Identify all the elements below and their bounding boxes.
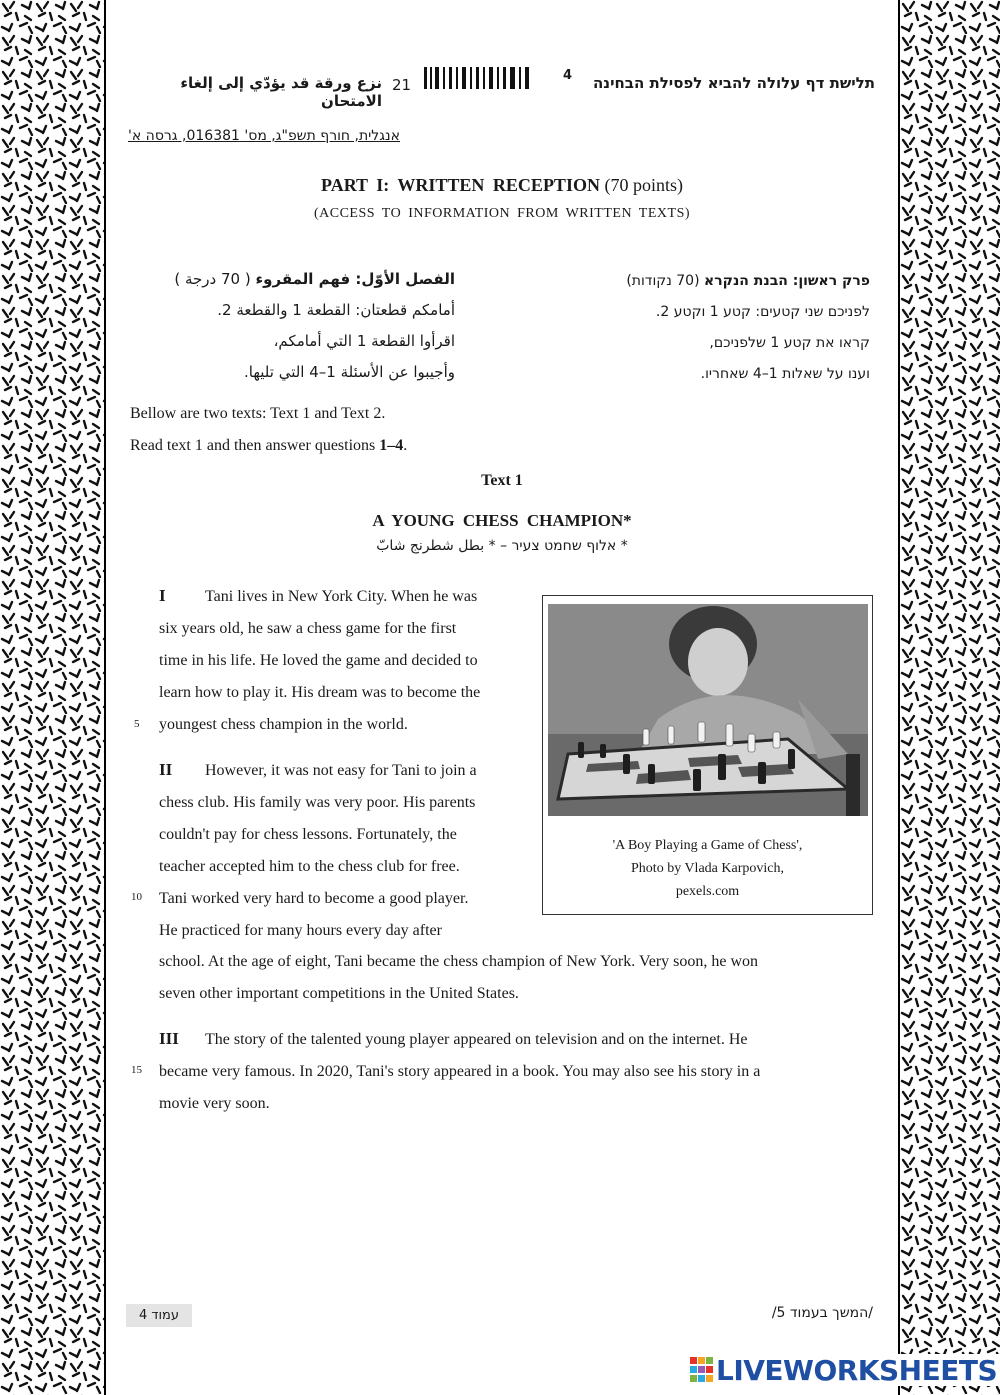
instructions-prefix: Read text 1 and then answer questions: [130, 437, 380, 454]
question-range: 1–4: [379, 437, 404, 454]
line-number: 10: [131, 891, 142, 903]
line-number: 5: [134, 718, 140, 730]
text-line: The story of the talented young player appeared on television and on the internet. He: [205, 1031, 748, 1048]
text-line: However, it was not easy for Tani to join a: [205, 762, 477, 779]
text-title: A YOUNG CHESS CHAMPION*: [372, 511, 632, 530]
english-instructions-line2: [130, 430, 407, 462]
paragraph-3: [159, 1023, 879, 1120]
text-line: couldn't pay for chess lessons. Fortunately, the: [159, 826, 457, 843]
hebrew-instructions-line1: לפניכם שני קטעים: קטע 1 וקטע 2.: [655, 304, 870, 320]
arabic-instructions: [150, 264, 455, 388]
text-line: He practiced for many hours every day after: [159, 922, 442, 939]
liveworksheets-text: LIVEWORKSHEETS: [716, 1353, 998, 1387]
text-line: school. At the age of eight, Tani became the chess champion of New York. Very soon, he won: [159, 953, 759, 970]
text-line: movie very soon.: [159, 1095, 270, 1112]
hebrew-notice: תלישת דף עלולה להביא לפסילת הבחינה: [592, 74, 875, 92]
barcode: [424, 67, 534, 94]
photo-caption-line1: 'A Boy Playing a Game of Chess',: [612, 838, 803, 853]
arabic-instructions-line2: اقرأوا القطعة 1 التي أمامكم،: [273, 332, 455, 350]
photo-caption: [543, 834, 872, 903]
squiggle-pattern-right: [900, 0, 1000, 1395]
squiggle-pattern-left: [0, 0, 104, 1395]
arabic-instructions-title: الفصل الأوّل: فهم المقروء: [255, 270, 455, 288]
arabic-instructions-line1: أمامكم قطعتان: القطعة 1 والقطعة 2.: [217, 301, 455, 319]
hebrew-instructions-points: (70 נקודות): [626, 273, 700, 289]
barcode-icon: [424, 67, 534, 89]
text-line: Tani worked very hard to become a good player.: [159, 890, 469, 907]
text-line: teacher accepted him to the chess club for free.: [159, 858, 460, 875]
part-points: (70 points): [604, 175, 683, 195]
page-label: עמוד 4: [126, 1304, 192, 1327]
instructions-suffix: .: [403, 437, 408, 454]
english-instructions-line1: Bellow are two texts: Text 1 and Text 2.: [130, 405, 386, 422]
barcode-number: 21: [392, 76, 412, 94]
photo-caption-line3: pexels.com: [675, 884, 740, 899]
paragraph-2: [159, 754, 519, 947]
photo-caption-line2: Photo by Vlada Karpovich,: [631, 861, 784, 876]
chess-photo: [548, 604, 868, 816]
arabic-instructions-points: ( 70 درجة ): [174, 270, 251, 288]
line-number: 15: [131, 1064, 142, 1076]
paragraph-numeral: I: [159, 586, 166, 605]
liveworksheets-icon: [690, 1357, 714, 1383]
decorative-border-left: [0, 0, 106, 1395]
paragraph-1: [159, 580, 519, 741]
part-title-text: PART I: WRITTEN RECEPTION: [321, 175, 600, 195]
part-title: [104, 175, 900, 196]
page-number-top: 4: [563, 68, 573, 83]
continued-note: /המשך בעמוד 5/: [771, 1305, 873, 1321]
hebrew-instructions-line2: קראו את קטע 1 שלפניכם,: [709, 335, 870, 351]
text-label: Text 1: [481, 472, 523, 489]
exam-info: אנגלית, חורף תשפ"ג, מס' 016381, גרסה א': [128, 128, 400, 144]
hebrew-instructions: [560, 266, 870, 390]
text-line: time in his life. He loved the game and decided to: [159, 652, 478, 669]
text-line: youngest chess champion in the world.: [159, 716, 408, 733]
text-line: Tani lives in New York City. When he was: [205, 588, 478, 605]
photo-frame: [542, 595, 873, 915]
paragraph-numeral: III: [159, 1029, 179, 1048]
hebrew-instructions-line3: וענו על שאלות 1–4 שאחריו.: [700, 366, 870, 382]
english-instructions: [130, 398, 407, 462]
text-line: learn how to play it. His dream was to become the: [159, 684, 481, 701]
text-line: became very famous. In 2020, Tani's story appeared in a book. You may also see his story in a: [159, 1063, 761, 1080]
decorative-border-right: [898, 0, 1000, 1395]
liveworksheets-logo: [690, 1354, 1000, 1386]
text-line: chess club. His family was very poor. His parents: [159, 794, 476, 811]
part-subtitle: (ACCESS TO INFORMATION FROM WRITTEN TEXTS): [313, 206, 691, 221]
text-footnote: * אלוף שחמט צעיר – * بطل شطرنج شابّ: [376, 538, 628, 554]
hebrew-instructions-title: פרק ראשון: הבנת הנקרא: [704, 273, 870, 289]
text-line: six years old, he saw a chess game for the first: [159, 620, 457, 637]
arabic-notice: نزع ورقة قد يؤدّي إلى إلغاء الامتحان: [180, 74, 382, 110]
arabic-instructions-line3: وأجيبوا عن الأسئلة 1–4 التي تليها.: [244, 363, 455, 381]
paragraph-numeral: II: [159, 760, 173, 779]
paragraph-2-continued: [159, 946, 879, 1010]
text-line: seven other important competitions in the United States.: [159, 985, 519, 1002]
